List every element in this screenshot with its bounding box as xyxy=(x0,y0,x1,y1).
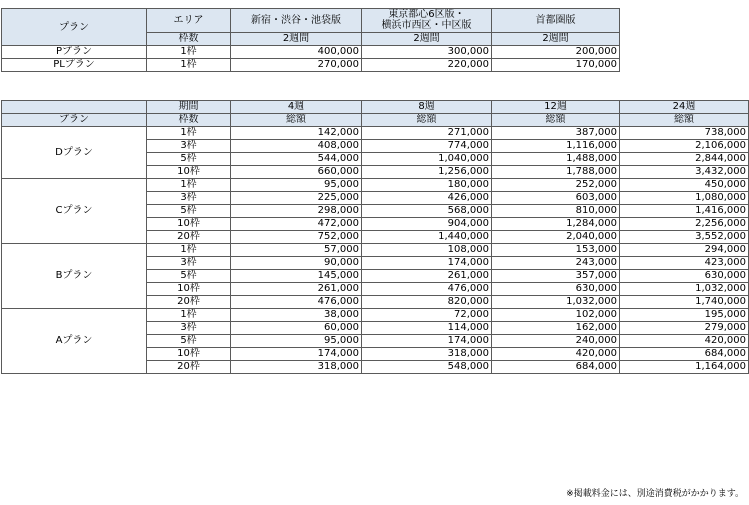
price-cell: 387,000 xyxy=(492,127,620,140)
price-cell: 318,000 xyxy=(362,348,492,361)
price-cell: 2,040,000 xyxy=(492,231,620,244)
tax-note: ※掲載料金には、別途消費税がかかります。 xyxy=(566,489,744,499)
price-cell: 423,000 xyxy=(620,257,749,270)
frames-cell: 5枠 xyxy=(147,205,231,218)
price-cell: 1,788,000 xyxy=(492,166,620,179)
price-cell: 476,000 xyxy=(362,283,492,296)
price-cell: 174,000 xyxy=(362,257,492,270)
price-cell: 1,284,000 xyxy=(492,218,620,231)
price-cell: 1,740,000 xyxy=(620,296,749,309)
price-cell: 153,000 xyxy=(492,244,620,257)
price-cell: 603,000 xyxy=(492,192,620,205)
frames-cell: 3枠 xyxy=(147,257,231,270)
price-cell: 174,000 xyxy=(362,335,492,348)
price-cell: 180,000 xyxy=(362,179,492,192)
frames-cell: 10枠 xyxy=(147,218,231,231)
region-header: 東京都心6区版・ 横浜市西区・中区版 xyxy=(362,9,492,33)
price-cell: 162,000 xyxy=(492,322,620,335)
price-cell: 472,000 xyxy=(231,218,362,231)
frames-cell: 1枠 xyxy=(147,309,231,322)
frames-cell: 5枠 xyxy=(147,335,231,348)
frames-header: 枠数 xyxy=(147,32,231,45)
price-cell: 820,000 xyxy=(362,296,492,309)
region-header: 首都圏版 xyxy=(492,9,620,33)
frames-cell: 10枠 xyxy=(147,283,231,296)
price-cell: 142,000 xyxy=(231,127,362,140)
price-cell: 261,000 xyxy=(362,270,492,283)
table-row xyxy=(2,244,749,257)
price-cell: 3,432,000 xyxy=(620,166,749,179)
price-cell: 2,256,000 xyxy=(620,218,749,231)
price-cell: 426,000 xyxy=(362,192,492,205)
table-row xyxy=(2,127,749,140)
price-cell: 2,844,000 xyxy=(620,153,749,166)
period-header: 2週間 xyxy=(231,32,362,45)
price-cell: 1,416,000 xyxy=(620,205,749,218)
frames-cell: 20枠 xyxy=(147,296,231,309)
table-row xyxy=(2,309,749,322)
price-cell: 660,000 xyxy=(231,166,362,179)
plan-header-top xyxy=(2,101,147,114)
price-cell: 684,000 xyxy=(492,361,620,374)
price-cell: 108,000 xyxy=(362,244,492,257)
frames-cell: 10枠 xyxy=(147,166,231,179)
frames-cell: 3枠 xyxy=(147,192,231,205)
price-cell: 243,000 xyxy=(492,257,620,270)
weeks-header: 8週 xyxy=(362,101,492,114)
plan-name: PLプラン xyxy=(2,59,147,72)
price-cell: 145,000 xyxy=(231,270,362,283)
price-cell: 225,000 xyxy=(231,192,362,205)
frames-cell: 10枠 xyxy=(147,348,231,361)
price-cell: 544,000 xyxy=(231,153,362,166)
weeks-header: 12週 xyxy=(492,101,620,114)
price-cell: 90,000 xyxy=(231,257,362,270)
price-cell: 95,000 xyxy=(231,335,362,348)
price-cell: 738,000 xyxy=(620,127,749,140)
table-row xyxy=(2,59,620,72)
price-cell: 400,000 xyxy=(231,46,362,59)
price-cell: 170,000 xyxy=(492,59,620,72)
price-cell: 1,116,000 xyxy=(492,140,620,153)
price-cell: 408,000 xyxy=(231,140,362,153)
price-cell: 3,552,000 xyxy=(620,231,749,244)
plan-name: Bプラン xyxy=(2,244,147,309)
table-row xyxy=(2,179,749,192)
frames-header: 枠数 xyxy=(147,114,231,127)
price-cell: 1,080,000 xyxy=(620,192,749,205)
price-cell: 261,000 xyxy=(231,283,362,296)
price-cell: 270,000 xyxy=(231,59,362,72)
plan-name: Aプラン xyxy=(2,309,147,374)
frames-cell: 1枠 xyxy=(147,127,231,140)
price-cell: 174,000 xyxy=(231,348,362,361)
price-cell: 240,000 xyxy=(492,335,620,348)
frames-cell: 1枠 xyxy=(147,179,231,192)
price-cell: 810,000 xyxy=(492,205,620,218)
price-cell: 60,000 xyxy=(231,322,362,335)
price-cell: 294,000 xyxy=(620,244,749,257)
frames-cell: 1枠 xyxy=(147,59,231,72)
price-cell: 1,032,000 xyxy=(620,283,749,296)
frames-cell: 3枠 xyxy=(147,140,231,153)
area-price-table xyxy=(1,8,620,72)
price-cell: 1,256,000 xyxy=(362,166,492,179)
price-cell: 200,000 xyxy=(492,46,620,59)
price-cell: 476,000 xyxy=(231,296,362,309)
price-cell: 220,000 xyxy=(362,59,492,72)
price-cell: 195,000 xyxy=(620,309,749,322)
header-row xyxy=(2,9,620,33)
price-cell: 72,000 xyxy=(362,309,492,322)
price-cell: 1,440,000 xyxy=(362,231,492,244)
price-cell: 298,000 xyxy=(231,205,362,218)
plan-price-table xyxy=(1,100,749,374)
price-cell: 357,000 xyxy=(492,270,620,283)
price-cell: 548,000 xyxy=(362,361,492,374)
frames-cell: 3枠 xyxy=(147,322,231,335)
price-cell: 450,000 xyxy=(620,179,749,192)
price-cell: 568,000 xyxy=(362,205,492,218)
price-cell: 630,000 xyxy=(492,283,620,296)
price-cell: 420,000 xyxy=(492,348,620,361)
total-header: 総額 xyxy=(362,114,492,127)
price-cell: 38,000 xyxy=(231,309,362,322)
price-cell: 114,000 xyxy=(362,322,492,335)
period-header: 2週間 xyxy=(492,32,620,45)
weeks-header: 4週 xyxy=(231,101,362,114)
period-header: 期間 xyxy=(147,101,231,114)
plan-header: プラン xyxy=(2,9,147,46)
frames-cell: 5枠 xyxy=(147,270,231,283)
price-cell: 1,164,000 xyxy=(620,361,749,374)
region-header: 新宿・渋谷・池袋版 xyxy=(231,9,362,33)
frames-cell: 1枠 xyxy=(147,244,231,257)
price-cell: 752,000 xyxy=(231,231,362,244)
frames-cell: 1枠 xyxy=(147,46,231,59)
price-cell: 102,000 xyxy=(492,309,620,322)
price-cell: 630,000 xyxy=(620,270,749,283)
price-cell: 774,000 xyxy=(362,140,492,153)
total-header: 総額 xyxy=(620,114,749,127)
price-cell: 318,000 xyxy=(231,361,362,374)
total-header: 総額 xyxy=(231,114,362,127)
price-cell: 279,000 xyxy=(620,322,749,335)
price-cell: 300,000 xyxy=(362,46,492,59)
price-cell: 271,000 xyxy=(362,127,492,140)
price-cell: 1,488,000 xyxy=(492,153,620,166)
plan-header: プラン xyxy=(2,114,147,127)
price-cell: 1,032,000 xyxy=(492,296,620,309)
area-header: エリア xyxy=(147,9,231,33)
header-row xyxy=(2,101,749,114)
price-cell: 252,000 xyxy=(492,179,620,192)
table-row xyxy=(2,46,620,59)
weeks-header: 24週 xyxy=(620,101,749,114)
plan-name: Cプラン xyxy=(2,179,147,244)
total-header: 総額 xyxy=(492,114,620,127)
frames-cell: 20枠 xyxy=(147,361,231,374)
price-cell: 2,106,000 xyxy=(620,140,749,153)
frames-cell: 20枠 xyxy=(147,231,231,244)
price-cell: 420,000 xyxy=(620,335,749,348)
price-cell: 1,040,000 xyxy=(362,153,492,166)
price-cell: 904,000 xyxy=(362,218,492,231)
plan-name: Pプラン xyxy=(2,46,147,59)
header-row xyxy=(2,114,749,127)
plan-name: Dプラン xyxy=(2,127,147,179)
frames-cell: 5枠 xyxy=(147,153,231,166)
price-cell: 95,000 xyxy=(231,179,362,192)
period-header: 2週間 xyxy=(362,32,492,45)
price-cell: 57,000 xyxy=(231,244,362,257)
price-cell: 684,000 xyxy=(620,348,749,361)
